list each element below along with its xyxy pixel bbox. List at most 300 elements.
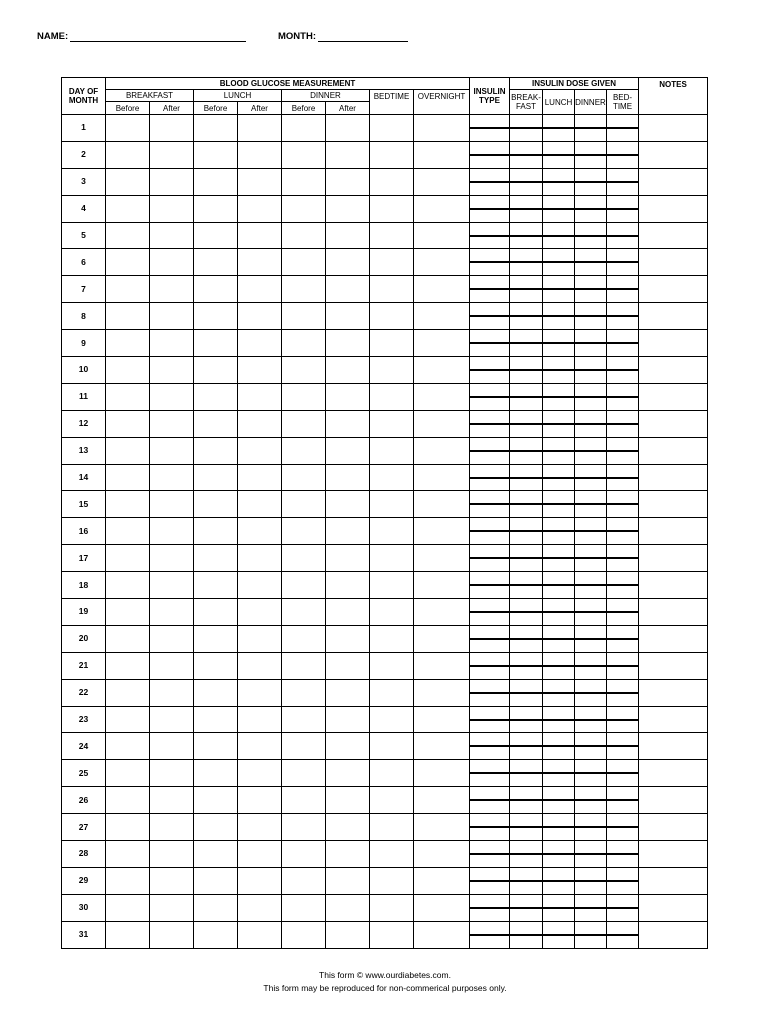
dose-bedtime-cell[interactable]	[607, 814, 639, 841]
overnight-cell[interactable]	[414, 733, 470, 760]
dinner-before-cell[interactable]	[282, 141, 326, 168]
breakfast-after-cell[interactable]	[150, 787, 194, 814]
notes-cell[interactable]	[639, 410, 708, 437]
lunch-after-cell[interactable]	[238, 841, 282, 868]
overnight-cell[interactable]	[414, 330, 470, 357]
dinner-before-cell[interactable]	[282, 276, 326, 303]
insulin-type-cell[interactable]	[470, 787, 510, 814]
lunch-after-cell[interactable]	[238, 652, 282, 679]
bedtime-cell[interactable]	[370, 814, 414, 841]
notes-cell[interactable]	[639, 921, 708, 948]
dose-breakfast-cell[interactable]	[510, 733, 543, 760]
dinner-after-cell[interactable]	[326, 464, 370, 491]
breakfast-after-cell[interactable]	[150, 141, 194, 168]
dose-breakfast-cell[interactable]	[510, 625, 543, 652]
dinner-before-cell[interactable]	[282, 706, 326, 733]
lunch-before-cell[interactable]	[194, 168, 238, 195]
insulin-type-cell[interactable]	[470, 760, 510, 787]
dinner-before-cell[interactable]	[282, 760, 326, 787]
notes-cell[interactable]	[639, 276, 708, 303]
dinner-before-cell[interactable]	[282, 464, 326, 491]
bedtime-cell[interactable]	[370, 625, 414, 652]
lunch-after-cell[interactable]	[238, 733, 282, 760]
dose-bedtime-cell[interactable]	[607, 841, 639, 868]
overnight-cell[interactable]	[414, 652, 470, 679]
bedtime-cell[interactable]	[370, 894, 414, 921]
dinner-after-cell[interactable]	[326, 572, 370, 599]
overnight-cell[interactable]	[414, 357, 470, 384]
bedtime-cell[interactable]	[370, 599, 414, 626]
dose-bedtime-cell[interactable]	[607, 652, 639, 679]
breakfast-before-cell[interactable]	[106, 760, 150, 787]
dose-dinner-cell[interactable]	[575, 625, 607, 652]
lunch-after-cell[interactable]	[238, 625, 282, 652]
bedtime-cell[interactable]	[370, 787, 414, 814]
dose-breakfast-cell[interactable]	[510, 357, 543, 384]
breakfast-after-cell[interactable]	[150, 383, 194, 410]
lunch-after-cell[interactable]	[238, 599, 282, 626]
breakfast-before-cell[interactable]	[106, 706, 150, 733]
insulin-type-cell[interactable]	[470, 652, 510, 679]
breakfast-after-cell[interactable]	[150, 652, 194, 679]
dinner-after-cell[interactable]	[326, 652, 370, 679]
notes-cell[interactable]	[639, 383, 708, 410]
lunch-before-cell[interactable]	[194, 303, 238, 330]
dinner-after-cell[interactable]	[326, 841, 370, 868]
breakfast-after-cell[interactable]	[150, 894, 194, 921]
dose-dinner-cell[interactable]	[575, 841, 607, 868]
dinner-after-cell[interactable]	[326, 249, 370, 276]
dose-dinner-cell[interactable]	[575, 195, 607, 222]
dose-breakfast-cell[interactable]	[510, 599, 543, 626]
dinner-before-cell[interactable]	[282, 491, 326, 518]
lunch-before-cell[interactable]	[194, 841, 238, 868]
lunch-before-cell[interactable]	[194, 437, 238, 464]
bedtime-cell[interactable]	[370, 383, 414, 410]
overnight-cell[interactable]	[414, 518, 470, 545]
breakfast-after-cell[interactable]	[150, 679, 194, 706]
bedtime-cell[interactable]	[370, 410, 414, 437]
lunch-after-cell[interactable]	[238, 330, 282, 357]
insulin-type-cell[interactable]	[470, 814, 510, 841]
dinner-before-cell[interactable]	[282, 867, 326, 894]
bedtime-cell[interactable]	[370, 679, 414, 706]
notes-cell[interactable]	[639, 357, 708, 384]
insulin-type-cell[interactable]	[470, 115, 510, 142]
dose-bedtime-cell[interactable]	[607, 867, 639, 894]
dinner-before-cell[interactable]	[282, 625, 326, 652]
dose-lunch-cell[interactable]	[543, 599, 575, 626]
dinner-after-cell[interactable]	[326, 276, 370, 303]
overnight-cell[interactable]	[414, 410, 470, 437]
dose-lunch-cell[interactable]	[543, 249, 575, 276]
lunch-before-cell[interactable]	[194, 222, 238, 249]
dose-bedtime-cell[interactable]	[607, 410, 639, 437]
notes-cell[interactable]	[639, 787, 708, 814]
overnight-cell[interactable]	[414, 195, 470, 222]
overnight-cell[interactable]	[414, 787, 470, 814]
breakfast-after-cell[interactable]	[150, 437, 194, 464]
notes-cell[interactable]	[639, 437, 708, 464]
overnight-cell[interactable]	[414, 679, 470, 706]
dose-dinner-cell[interactable]	[575, 894, 607, 921]
dose-breakfast-cell[interactable]	[510, 867, 543, 894]
dose-lunch-cell[interactable]	[543, 652, 575, 679]
bedtime-cell[interactable]	[370, 572, 414, 599]
dinner-before-cell[interactable]	[282, 518, 326, 545]
insulin-type-cell[interactable]	[470, 679, 510, 706]
dose-dinner-cell[interactable]	[575, 383, 607, 410]
insulin-type-cell[interactable]	[470, 249, 510, 276]
lunch-before-cell[interactable]	[194, 733, 238, 760]
dose-bedtime-cell[interactable]	[607, 787, 639, 814]
insulin-type-cell[interactable]	[470, 330, 510, 357]
notes-cell[interactable]	[639, 303, 708, 330]
breakfast-after-cell[interactable]	[150, 249, 194, 276]
overnight-cell[interactable]	[414, 491, 470, 518]
bedtime-cell[interactable]	[370, 249, 414, 276]
dose-breakfast-cell[interactable]	[510, 141, 543, 168]
lunch-after-cell[interactable]	[238, 706, 282, 733]
dose-breakfast-cell[interactable]	[510, 706, 543, 733]
breakfast-after-cell[interactable]	[150, 841, 194, 868]
dose-bedtime-cell[interactable]	[607, 303, 639, 330]
insulin-type-cell[interactable]	[470, 706, 510, 733]
overnight-cell[interactable]	[414, 921, 470, 948]
dose-dinner-cell[interactable]	[575, 276, 607, 303]
breakfast-before-cell[interactable]	[106, 249, 150, 276]
dinner-before-cell[interactable]	[282, 599, 326, 626]
breakfast-before-cell[interactable]	[106, 921, 150, 948]
insulin-type-cell[interactable]	[470, 437, 510, 464]
dinner-after-cell[interactable]	[326, 760, 370, 787]
dose-breakfast-cell[interactable]	[510, 518, 543, 545]
overnight-cell[interactable]	[414, 437, 470, 464]
dose-breakfast-cell[interactable]	[510, 679, 543, 706]
dose-lunch-cell[interactable]	[543, 437, 575, 464]
dose-dinner-cell[interactable]	[575, 921, 607, 948]
bedtime-cell[interactable]	[370, 357, 414, 384]
dose-bedtime-cell[interactable]	[607, 491, 639, 518]
breakfast-after-cell[interactable]	[150, 545, 194, 572]
dose-bedtime-cell[interactable]	[607, 921, 639, 948]
dose-lunch-cell[interactable]	[543, 518, 575, 545]
insulin-type-cell[interactable]	[470, 303, 510, 330]
dinner-after-cell[interactable]	[326, 787, 370, 814]
bedtime-cell[interactable]	[370, 303, 414, 330]
breakfast-before-cell[interactable]	[106, 464, 150, 491]
lunch-before-cell[interactable]	[194, 921, 238, 948]
lunch-before-cell[interactable]	[194, 518, 238, 545]
dose-breakfast-cell[interactable]	[510, 195, 543, 222]
lunch-after-cell[interactable]	[238, 491, 282, 518]
dose-lunch-cell[interactable]	[543, 867, 575, 894]
dinner-before-cell[interactable]	[282, 437, 326, 464]
dose-dinner-cell[interactable]	[575, 464, 607, 491]
breakfast-after-cell[interactable]	[150, 303, 194, 330]
breakfast-after-cell[interactable]	[150, 168, 194, 195]
dose-bedtime-cell[interactable]	[607, 222, 639, 249]
dose-dinner-cell[interactable]	[575, 599, 607, 626]
dose-lunch-cell[interactable]	[543, 921, 575, 948]
breakfast-before-cell[interactable]	[106, 276, 150, 303]
lunch-before-cell[interactable]	[194, 276, 238, 303]
dose-breakfast-cell[interactable]	[510, 115, 543, 142]
breakfast-before-cell[interactable]	[106, 168, 150, 195]
bedtime-cell[interactable]	[370, 518, 414, 545]
lunch-after-cell[interactable]	[238, 437, 282, 464]
notes-cell[interactable]	[639, 733, 708, 760]
dose-bedtime-cell[interactable]	[607, 437, 639, 464]
breakfast-after-cell[interactable]	[150, 357, 194, 384]
lunch-after-cell[interactable]	[238, 195, 282, 222]
breakfast-before-cell[interactable]	[106, 652, 150, 679]
breakfast-after-cell[interactable]	[150, 572, 194, 599]
dose-lunch-cell[interactable]	[543, 357, 575, 384]
dose-lunch-cell[interactable]	[543, 787, 575, 814]
bedtime-cell[interactable]	[370, 921, 414, 948]
dinner-before-cell[interactable]	[282, 545, 326, 572]
lunch-after-cell[interactable]	[238, 518, 282, 545]
dose-breakfast-cell[interactable]	[510, 410, 543, 437]
dose-dinner-cell[interactable]	[575, 410, 607, 437]
month-field[interactable]	[278, 31, 408, 42]
notes-cell[interactable]	[639, 222, 708, 249]
lunch-after-cell[interactable]	[238, 141, 282, 168]
dose-lunch-cell[interactable]	[543, 383, 575, 410]
lunch-before-cell[interactable]	[194, 491, 238, 518]
dose-dinner-cell[interactable]	[575, 491, 607, 518]
overnight-cell[interactable]	[414, 141, 470, 168]
insulin-type-cell[interactable]	[470, 464, 510, 491]
insulin-type-cell[interactable]	[470, 491, 510, 518]
dose-lunch-cell[interactable]	[543, 760, 575, 787]
dose-lunch-cell[interactable]	[543, 330, 575, 357]
dinner-after-cell[interactable]	[326, 733, 370, 760]
overnight-cell[interactable]	[414, 249, 470, 276]
dinner-after-cell[interactable]	[326, 545, 370, 572]
lunch-before-cell[interactable]	[194, 115, 238, 142]
dose-lunch-cell[interactable]	[543, 168, 575, 195]
name-field[interactable]	[37, 31, 246, 42]
dose-lunch-cell[interactable]	[543, 894, 575, 921]
overnight-cell[interactable]	[414, 599, 470, 626]
breakfast-before-cell[interactable]	[106, 357, 150, 384]
dose-dinner-cell[interactable]	[575, 545, 607, 572]
dinner-after-cell[interactable]	[326, 491, 370, 518]
bedtime-cell[interactable]	[370, 115, 414, 142]
lunch-before-cell[interactable]	[194, 706, 238, 733]
dose-dinner-cell[interactable]	[575, 115, 607, 142]
dose-breakfast-cell[interactable]	[510, 787, 543, 814]
dose-dinner-cell[interactable]	[575, 572, 607, 599]
dose-dinner-cell[interactable]	[575, 867, 607, 894]
overnight-cell[interactable]	[414, 814, 470, 841]
breakfast-after-cell[interactable]	[150, 814, 194, 841]
dose-lunch-cell[interactable]	[543, 706, 575, 733]
overnight-cell[interactable]	[414, 222, 470, 249]
dinner-before-cell[interactable]	[282, 330, 326, 357]
dinner-after-cell[interactable]	[326, 303, 370, 330]
dose-bedtime-cell[interactable]	[607, 276, 639, 303]
lunch-after-cell[interactable]	[238, 115, 282, 142]
dose-dinner-cell[interactable]	[575, 733, 607, 760]
insulin-type-cell[interactable]	[470, 383, 510, 410]
lunch-after-cell[interactable]	[238, 787, 282, 814]
dose-breakfast-cell[interactable]	[510, 464, 543, 491]
dose-dinner-cell[interactable]	[575, 814, 607, 841]
dose-dinner-cell[interactable]	[575, 249, 607, 276]
breakfast-before-cell[interactable]	[106, 491, 150, 518]
lunch-after-cell[interactable]	[238, 410, 282, 437]
dinner-before-cell[interactable]	[282, 572, 326, 599]
lunch-before-cell[interactable]	[194, 410, 238, 437]
insulin-type-cell[interactable]	[470, 572, 510, 599]
dinner-after-cell[interactable]	[326, 141, 370, 168]
dose-dinner-cell[interactable]	[575, 141, 607, 168]
dose-lunch-cell[interactable]	[543, 841, 575, 868]
notes-cell[interactable]	[639, 141, 708, 168]
dinner-after-cell[interactable]	[326, 195, 370, 222]
breakfast-before-cell[interactable]	[106, 625, 150, 652]
lunch-after-cell[interactable]	[238, 357, 282, 384]
dose-breakfast-cell[interactable]	[510, 276, 543, 303]
lunch-after-cell[interactable]	[238, 276, 282, 303]
breakfast-before-cell[interactable]	[106, 841, 150, 868]
dose-dinner-cell[interactable]	[575, 706, 607, 733]
breakfast-before-cell[interactable]	[106, 518, 150, 545]
breakfast-before-cell[interactable]	[106, 867, 150, 894]
overnight-cell[interactable]	[414, 841, 470, 868]
dose-lunch-cell[interactable]	[543, 410, 575, 437]
dose-dinner-cell[interactable]	[575, 330, 607, 357]
dose-bedtime-cell[interactable]	[607, 195, 639, 222]
lunch-after-cell[interactable]	[238, 464, 282, 491]
dose-bedtime-cell[interactable]	[607, 572, 639, 599]
breakfast-after-cell[interactable]	[150, 867, 194, 894]
lunch-after-cell[interactable]	[238, 572, 282, 599]
dose-bedtime-cell[interactable]	[607, 115, 639, 142]
notes-cell[interactable]	[639, 518, 708, 545]
dinner-after-cell[interactable]	[326, 894, 370, 921]
breakfast-after-cell[interactable]	[150, 410, 194, 437]
lunch-before-cell[interactable]	[194, 383, 238, 410]
dose-breakfast-cell[interactable]	[510, 168, 543, 195]
dose-breakfast-cell[interactable]	[510, 894, 543, 921]
overnight-cell[interactable]	[414, 115, 470, 142]
dose-dinner-cell[interactable]	[575, 760, 607, 787]
lunch-before-cell[interactable]	[194, 249, 238, 276]
dose-bedtime-cell[interactable]	[607, 625, 639, 652]
breakfast-before-cell[interactable]	[106, 814, 150, 841]
dinner-after-cell[interactable]	[326, 518, 370, 545]
lunch-before-cell[interactable]	[194, 760, 238, 787]
dose-lunch-cell[interactable]	[543, 733, 575, 760]
overnight-cell[interactable]	[414, 464, 470, 491]
notes-cell[interactable]	[639, 760, 708, 787]
dinner-before-cell[interactable]	[282, 168, 326, 195]
notes-cell[interactable]	[639, 652, 708, 679]
lunch-before-cell[interactable]	[194, 679, 238, 706]
breakfast-after-cell[interactable]	[150, 625, 194, 652]
dose-dinner-cell[interactable]	[575, 168, 607, 195]
dinner-after-cell[interactable]	[326, 625, 370, 652]
dinner-after-cell[interactable]	[326, 679, 370, 706]
dose-lunch-cell[interactable]	[543, 545, 575, 572]
lunch-before-cell[interactable]	[194, 195, 238, 222]
dose-lunch-cell[interactable]	[543, 141, 575, 168]
dose-bedtime-cell[interactable]	[607, 733, 639, 760]
dose-lunch-cell[interactable]	[543, 115, 575, 142]
dose-breakfast-cell[interactable]	[510, 222, 543, 249]
notes-cell[interactable]	[639, 195, 708, 222]
lunch-after-cell[interactable]	[238, 383, 282, 410]
lunch-before-cell[interactable]	[194, 599, 238, 626]
lunch-before-cell[interactable]	[194, 787, 238, 814]
bedtime-cell[interactable]	[370, 464, 414, 491]
dose-lunch-cell[interactable]	[543, 625, 575, 652]
lunch-before-cell[interactable]	[194, 625, 238, 652]
dose-bedtime-cell[interactable]	[607, 383, 639, 410]
notes-cell[interactable]	[639, 491, 708, 518]
dose-bedtime-cell[interactable]	[607, 760, 639, 787]
insulin-type-cell[interactable]	[470, 222, 510, 249]
dose-lunch-cell[interactable]	[543, 464, 575, 491]
lunch-after-cell[interactable]	[238, 168, 282, 195]
breakfast-after-cell[interactable]	[150, 599, 194, 626]
dose-breakfast-cell[interactable]	[510, 652, 543, 679]
dose-bedtime-cell[interactable]	[607, 894, 639, 921]
dose-breakfast-cell[interactable]	[510, 921, 543, 948]
dose-bedtime-cell[interactable]	[607, 249, 639, 276]
lunch-before-cell[interactable]	[194, 652, 238, 679]
insulin-type-cell[interactable]	[470, 357, 510, 384]
dose-bedtime-cell[interactable]	[607, 330, 639, 357]
dinner-after-cell[interactable]	[326, 115, 370, 142]
dose-lunch-cell[interactable]	[543, 814, 575, 841]
insulin-type-cell[interactable]	[470, 599, 510, 626]
dose-breakfast-cell[interactable]	[510, 545, 543, 572]
breakfast-before-cell[interactable]	[106, 115, 150, 142]
bedtime-cell[interactable]	[370, 437, 414, 464]
dinner-after-cell[interactable]	[326, 437, 370, 464]
dinner-before-cell[interactable]	[282, 841, 326, 868]
breakfast-before-cell[interactable]	[106, 733, 150, 760]
breakfast-before-cell[interactable]	[106, 410, 150, 437]
bedtime-cell[interactable]	[370, 276, 414, 303]
bedtime-cell[interactable]	[370, 867, 414, 894]
breakfast-after-cell[interactable]	[150, 760, 194, 787]
breakfast-after-cell[interactable]	[150, 115, 194, 142]
insulin-type-cell[interactable]	[470, 141, 510, 168]
lunch-after-cell[interactable]	[238, 921, 282, 948]
insulin-type-cell[interactable]	[470, 545, 510, 572]
bedtime-cell[interactable]	[370, 195, 414, 222]
overnight-cell[interactable]	[414, 276, 470, 303]
dinner-after-cell[interactable]	[326, 410, 370, 437]
dinner-before-cell[interactable]	[282, 195, 326, 222]
notes-cell[interactable]	[639, 679, 708, 706]
dose-dinner-cell[interactable]	[575, 679, 607, 706]
dinner-after-cell[interactable]	[326, 330, 370, 357]
breakfast-after-cell[interactable]	[150, 706, 194, 733]
insulin-type-cell[interactable]	[470, 625, 510, 652]
dinner-before-cell[interactable]	[282, 357, 326, 384]
lunch-after-cell[interactable]	[238, 679, 282, 706]
dose-dinner-cell[interactable]	[575, 357, 607, 384]
dinner-after-cell[interactable]	[326, 222, 370, 249]
overnight-cell[interactable]	[414, 572, 470, 599]
